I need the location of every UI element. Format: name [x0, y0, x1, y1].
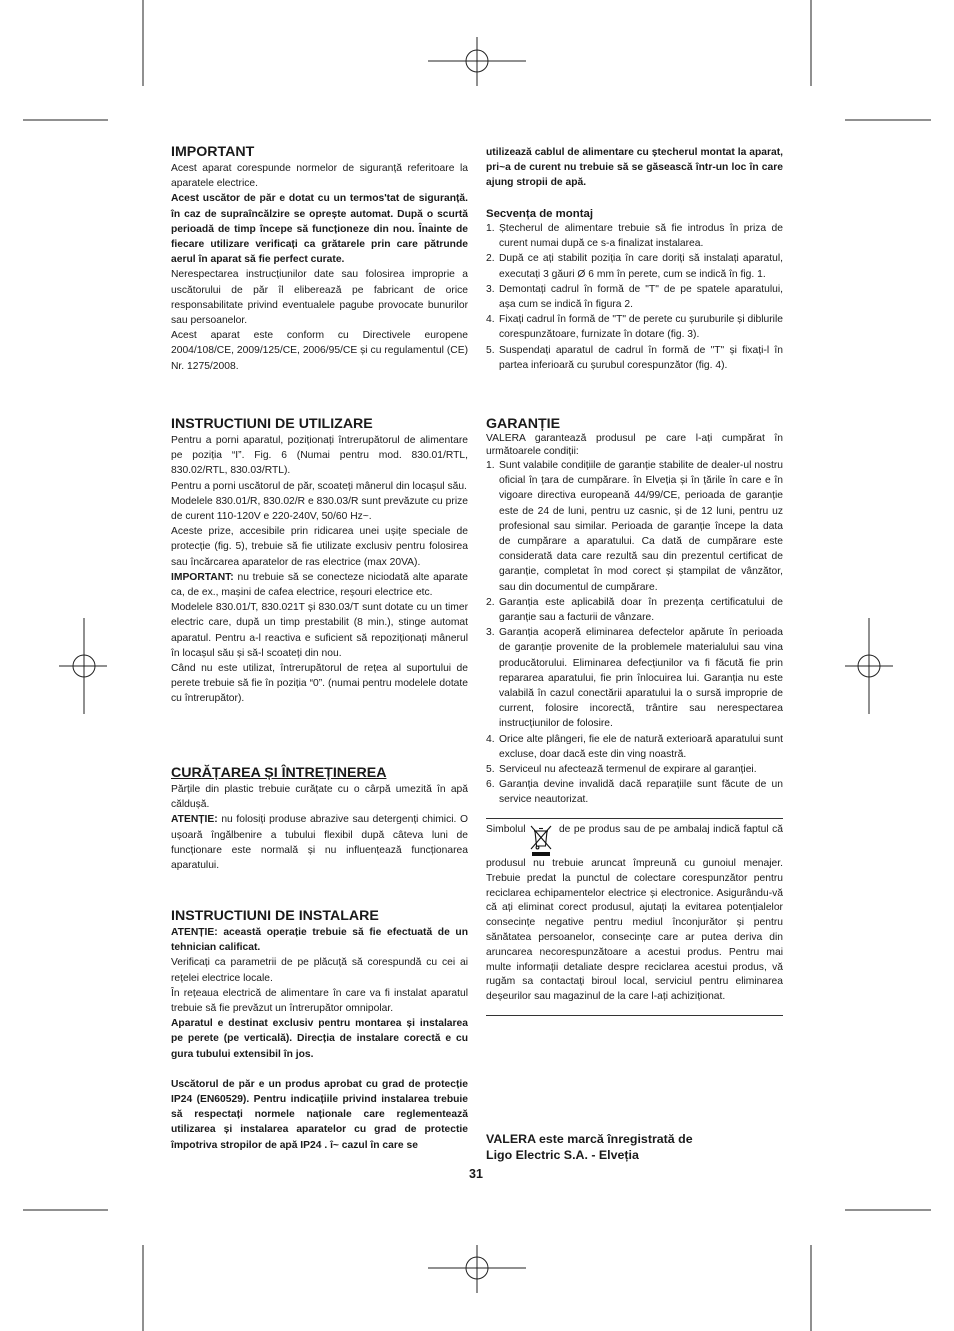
crop-mark-bottom-left	[23, 1210, 143, 1331]
cleaning-attention-text: nu folosiți produse abrazive sau detergenți chimici. O ușoară îngălbenire a tubului flexibil după câteva luni de funcționare este normală și nu influențează funcționarea aparatului.	[171, 814, 468, 872]
registration-target-right	[845, 618, 893, 714]
registration-target-bottom	[428, 1245, 526, 1293]
cleaning-heading: CURĂȚAREA ȘI ÎNTREȚINEREA	[171, 765, 387, 781]
section-usage	[171, 416, 468, 707]
montaj-step: 5. Suspendați aparatul de cadrul în formă de "T" și fixați-l în partea inferioară cu șurubul corespunzător (fig. 4).	[486, 344, 783, 371]
brand-notice	[486, 1132, 783, 1163]
install-paragraph-5-continued: utilizează cablul de alimentare cu ștecherul montat la aparat, pri~a de curent nu trebuie să se găsească într-un loc în care ajung stropii de apă.	[486, 147, 783, 189]
section-warranty	[486, 416, 783, 808]
crop-mark-top-left	[23, 0, 143, 120]
warranty-heading: GARANȚIE	[486, 416, 561, 432]
usage-heading: INSTRUCTIUNI DE UTILIZARE	[171, 416, 373, 432]
important-paragraph-2: Acest uscător de păr e dotat cu un termos'tat de siguranță. în caz de supraîncălzire se oprește automat. După o scurtă perioadă de timp începe să funcționeze din nou. Înainte de fiecare utilizare verificați ca grătarele prin care pătrunde aerul în aparat să fie perfect curate.	[171, 193, 468, 266]
install-paragraph-5: Uscătorul de păr e un produs aprobat cu grad de protecție IP24 (EN60529). Pentru indicațiile privind instalarea trebuie să respectați normele naționale care reglementează utilizarea și instalarea aparatelor cu grad de protectie împotriva stropilor de apă IP24 . î~ cazul în care se	[171, 1078, 468, 1151]
install-paragraph-3: În rețeaua electrică de alimentare în care va fi instalat aparatul trebuie să fie prevăzut un întrerupător omnipolar.	[171, 987, 468, 1015]
usage-paragraph-1: Pentru a porni aparatul, poziționați întrerupătorul de alimentare pe poziția “I”. Fig. 6 (Numai pentru mod. 830.01/RTL, 830.02/RTL, 830.03/RTL).	[171, 435, 468, 477]
section-install	[171, 908, 468, 1153]
cleaning-attention-label: ATENȚIE:	[171, 814, 218, 826]
registration-target-top	[428, 37, 526, 86]
warranty-condition: 3. Garanția acoperă eliminarea defectelor apărute în perioada de garanție provenite de la problemele materialului sau vina producătorului. Eliminarea defecțiunilor va fi făcută fie prin repararea aparatului, fie prin înlocuirea lui. Garanția nu este valabilă în cazul conectării aparatului la o sursă improprie de current, folosire incorectă, trântire sau nerespectarea instrucțiunilor de folosire.	[486, 627, 783, 730]
usage-paragraph-5	[171, 570, 468, 600]
install-heading: INSTRUCTIUNI DE INSTALARE	[171, 908, 379, 924]
brand-line-2: Ligo Electric S.A. - Elveția	[486, 1147, 639, 1162]
montaj-steps-list	[486, 221, 783, 373]
section-montaj	[486, 207, 783, 373]
important-heading: IMPORTANT	[171, 144, 255, 160]
usage-paragraph-6: Modelele 830.01/T, 830.021T și 830.03/T sunt dotate cu un timer electric care, după un timp prestabilit (8 min.), stinge automat aparatul. Pentru a-l reactiva e suficient să repoziționați mânerul în locașul său și să-l scoateți din nou.	[171, 602, 468, 659]
montaj-heading: Secvența de montaj	[486, 208, 593, 220]
warranty-condition: 5. Serviceul nu afectează termenul de expirare al garanției.	[486, 764, 757, 776]
important-paragraph-3: Nerespectarea instrucțiunilor date sau folosirea improprie a uscătorului de păr îl eliberează pe fabricant de orice responsabilitate privind eventualele pagube provocate bunurilor sau persoanelor.	[171, 269, 468, 327]
montaj-step: 1. Ștecherul de alimentare trebuie să fie introdus în priza de curent numai după ce s-a finalizat instalarea.	[486, 223, 783, 250]
usage-paragraph-4: Aceste prize, accesibile prin ridicarea unei ușițe speciale de protecție (fig. 5), trebuie să fie utilizate exclusiv pentru folosirea sau încărcarea aparatelor de ras electrice (max 20VA).	[171, 526, 468, 568]
usage-important-label: IMPORTANT:	[171, 571, 234, 583]
usage-paragraph-7: Când nu este utilizat, întrerupătorul de rețea al suportului de perete trebuie să fie în poziția “0”. (numai pentru modelele dotate cu întrerupător).	[171, 663, 468, 705]
important-paragraph-1: Acest aparat corespunde normelor de siguranță referitoare la aparatele electrice.	[171, 163, 468, 190]
page-number: 31	[469, 1167, 483, 1181]
warranty-condition: 2. Garanția este aplicabilă doar în prezența certificatului de garanție sau a facturii de vânzare.	[486, 596, 783, 624]
section-important	[171, 144, 468, 374]
crossed-out-wheelie-bin-icon	[528, 823, 554, 857]
warranty-condition: 1. Sunt valabile condițiile de garanție stabilite de dealer-ul nostru oficial în țara de cumpărare. în Elveția și în țările în care e în vigoare directiva europeană 44/99/CE, perioada de garanție este de 24 de luni, pentru uz casnic, și de 12 luni, pentru uz profesional sau similar. Perioada de garanție începe la data de cumpărare a aparatului. Ca dată de cumpărare este considerată data care rezultă sau din prezentul certificat de garanție, completat în mod corect și ștampilat de vânzător, sau din documentul de cumpărare.	[486, 460, 783, 593]
weee-bottom-divider	[486, 1015, 783, 1016]
install-paragraph-2: Verificați ca parametrii de pe plăcuță să corespundă cu cei ai rețelei electrice locale.	[171, 957, 468, 984]
warranty-condition: 4. Orice alte plângeri, fie ele de natură exterioară aparatului sunt excluse, doar dacă este din ving noastră.	[486, 733, 783, 760]
install-paragraph-1: ATENȚIE: această operație trebuie să fie efectuată de un tehnician calificat.	[171, 927, 468, 954]
warranty-condition: 6. Garanția devine invalidă dacă reparațiile sunt făcute de un service neautorizat.	[486, 779, 783, 806]
section-weee	[486, 823, 783, 1005]
crop-mark-bottom-right	[811, 1210, 931, 1331]
section-install-continued	[486, 145, 783, 191]
install-paragraph-4: Aparatul e destinat exclusiv pentru montarea și instalarea pe perete (pe verticală). Direcția de instalare corectă e cu gura tubului extensibil în jos.	[171, 1018, 468, 1060]
warranty-intro: VALERA garantează produsul pe care l-ați cumpărat în următoarele condiții:	[486, 433, 783, 457]
crop-mark-top-right	[811, 0, 931, 120]
usage-paragraph-3: Modelele 830.01/R, 830.02/R e 830.03/R sunt prevăzute cu prize de curent 110-120V e 220-240V, 50/60 Hz~.	[171, 495, 468, 523]
usage-important-text: nu trebuie să se conecteze niciodată alte aparate ca, de ex., mașini de cafea electrice, reșouri electrice etc.	[171, 571, 468, 599]
weee-notice: Simbolul de pe produs sau de pe ambalaj indică faptul că produsul nu trebuie aruncat împreună cu gunoiul menajer. Trebuie predat la punctul de colectare corespunzător pentru reciclarea echipamentelor electrice și electronice. Asigurându-vă că ați eliminat corect produsul, ajutați la evitarea potențialelor consecințe negative pentru mediul înconjurător și pentru sănătatea persoanelor, consecințe care ar putea deriva din aruncarea necorespunzătoare a acestui produs. Pentru mai multe informații detaliate despre reciclarea acestui produs, vă rugăm sa contactați biroul local, serviciul pentru eliminarea deșeurilor sau magazinul de la care l-ați achiziționat.	[486, 824, 783, 1003]
cleaning-paragraph-2	[171, 812, 468, 873]
brand-line-1: VALERA este marcă înregistrată de	[486, 1132, 693, 1146]
weee-top-divider	[486, 818, 783, 819]
section-cleaning	[171, 765, 468, 873]
important-paragraph-4: Acest aparat este conform cu Directivele europene 2004/108/CE, 2009/125/CE, 2006/95/CE și cu regulamentul (CE) Nr. 1275/2008.	[171, 330, 468, 372]
montaj-step: 3. Demontați cadrul în formă de "T" de pe spatele aparatului, așa cum se indică în figura 2.	[486, 283, 783, 311]
montaj-step: 2. După ce ați stabilit poziția în care doriți să instalați aparatul, executați 3 găuri Ø 6 mm în perete, cum se indică în fig. 1.	[486, 253, 783, 280]
registration-target-left	[59, 618, 107, 714]
warranty-conditions-list	[486, 458, 783, 808]
montaj-step: 4. Fixați cadrul în formă de "T" de perete cu șuruburile și diblurile corespunzătoare, furnizate în dotare (fig. 3).	[486, 314, 783, 341]
usage-paragraph-2: Pentru a porni uscătorul de păr, scoateți mânerul din locașul său.	[171, 480, 467, 492]
cleaning-paragraph-1: Părțile din plastic trebuie curățate cu o cârpă umezită în apă căldușă.	[171, 784, 468, 811]
